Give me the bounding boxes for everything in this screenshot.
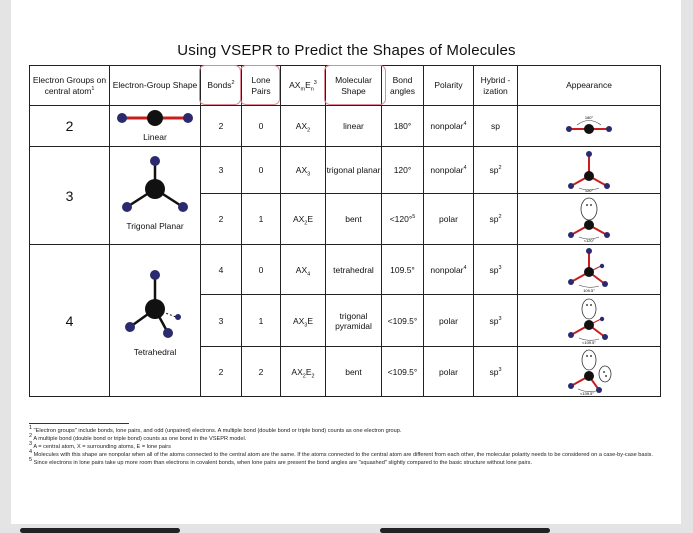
linear-appearance xyxy=(559,111,619,141)
angle-label: <109.5° xyxy=(580,390,594,396)
molecular-shape-cell: bent xyxy=(326,194,382,245)
trigonal-planar-geometry-drawing xyxy=(110,155,200,229)
appearance-cell xyxy=(518,106,661,147)
geometry-linear xyxy=(110,106,201,147)
angle-label: 120° xyxy=(584,187,594,193)
ax-formula-cell: $AX_3E$ xyxy=(281,295,326,347)
angle-label: <120° xyxy=(583,238,595,243)
lone-pairs-cell: 0 xyxy=(242,147,281,194)
lone-pairs-cell: 0 xyxy=(242,106,281,147)
bonds-cell: 2 xyxy=(201,194,242,245)
table-row xyxy=(30,106,661,147)
ax-formula-cell: $AX_2E_2$ xyxy=(281,347,326,397)
header-electron-groups: Electron Groups on central atom$^1$ xyxy=(30,66,110,106)
header-bonds: Bonds$^2$ xyxy=(201,66,242,106)
footnote-5: $^5$ Since electrons in lone pairs take up more room than electrons in covalent bonds, when lone pairs are present the bond angles are "squashed" slightly compared to the basic structure without lone pairs. xyxy=(29,457,532,466)
bent-tetrahedral-appearance xyxy=(559,348,619,396)
molecular-shape-cell: trigonal planar xyxy=(326,147,382,194)
hybridization-cell: $sp^3$ xyxy=(474,347,518,397)
trigonal-pyramidal-appearance xyxy=(559,297,619,345)
table-row xyxy=(30,245,661,295)
footnote-4: $^4$ Molecules with this shape are nonpolar when all of the atoms connected to the central atom are the same. If the atoms connected to the central atom are different from each other, the molecular polarity needs to be considered on a case-by-case basis. xyxy=(29,449,653,458)
footnote-rule xyxy=(29,423,129,424)
bonds-cell: 2 xyxy=(201,106,242,147)
footnote-1: $^1$ "Electron groups" include bonds, lone pairs, and odd (unpaired) electrons. A multiple bond (double bond or triple bond) counts as one electron group. xyxy=(29,425,402,434)
footnote-2: $^2$ A multiple bond (double bond or triple bond) counts as one bond in the VSEPR model. xyxy=(29,433,247,442)
bonds-cell: 3 xyxy=(201,147,242,194)
group-count: 2 xyxy=(30,106,110,147)
ax-formula-cell: $AX_3$ xyxy=(281,147,326,194)
header-polarity: Polarity xyxy=(424,66,474,106)
appearance-cell xyxy=(518,147,661,194)
page-title: Using VSEPR to Predict the Shapes of Molecules xyxy=(177,42,516,59)
polarity-cell: nonpolar$^4$ xyxy=(424,245,474,295)
trigonal-planar-appearance xyxy=(559,148,619,193)
scroll-indicator[interactable] xyxy=(20,528,180,533)
angle-label: <109.5° xyxy=(582,339,596,345)
bonds-cell: 3 xyxy=(201,295,242,347)
molecular-shape-cell: bent xyxy=(326,347,382,397)
electron-group-shape-label: Linear xyxy=(143,132,167,142)
header-electron-group-shape: Electron-Group Shape xyxy=(110,66,201,106)
polarity-cell: nonpolar$^4$ xyxy=(424,106,474,147)
bond-angle-cell: 120° xyxy=(382,147,424,194)
polarity-cell: polar xyxy=(424,347,474,397)
bonds-cell: 2 xyxy=(201,347,242,397)
bond-angle-cell: <109.5° xyxy=(382,295,424,347)
vsepr-table xyxy=(29,65,661,397)
footnote-3: $^3$ A = central atom, X = surrounding atoms, E = lone pairs xyxy=(29,441,171,450)
polarity-cell: polar xyxy=(424,194,474,245)
header-hybridization: Hybrid -ization xyxy=(474,66,518,106)
molecular-shape-cell: trigonal pyramidal xyxy=(326,295,382,347)
geometry-trigonal-planar xyxy=(110,147,201,245)
lone-pairs-cell: 1 xyxy=(242,194,281,245)
appearance-cell xyxy=(518,245,661,295)
bonds-cell: 4 xyxy=(201,245,242,295)
lone-pairs-cell: 2 xyxy=(242,347,281,397)
bond-angle-cell: <109.5° xyxy=(382,347,424,397)
polarity-cell: nonpolar$^4$ xyxy=(424,147,474,194)
hybridization-cell: $sp^3$ xyxy=(474,295,518,347)
electron-group-shape-label: Trigonal Planar xyxy=(126,221,184,231)
header-molecular-shape: Molecular Shape xyxy=(326,66,382,106)
bond-angle-cell: 109.5° xyxy=(382,245,424,295)
geometry-tetrahedral xyxy=(110,245,201,397)
header-lone-pairs: Lone Pairs xyxy=(242,66,281,106)
hybridization-cell: $sp^2$ xyxy=(474,194,518,245)
ax-formula-cell: $AX_4$ xyxy=(281,245,326,295)
molecular-shape-cell: tetrahedral xyxy=(326,245,382,295)
group-count: 3 xyxy=(30,147,110,245)
hybridization-cell: $sp^2$ xyxy=(474,147,518,194)
appearance-cell xyxy=(518,194,661,245)
tetrahedral-geometry-drawing xyxy=(110,263,200,353)
header-appearance: Appearance xyxy=(518,66,661,106)
ax-formula-cell: $AX_2$ xyxy=(281,106,326,147)
scroll-indicator[interactable] xyxy=(380,528,550,533)
header-ax-formula: $AX_mE_n^3$ xyxy=(281,66,326,106)
electron-group-shape-label: Tetrahedral xyxy=(133,347,177,357)
polarity-cell: polar xyxy=(424,295,474,347)
lone-pairs-cell: 1 xyxy=(242,295,281,347)
table-row xyxy=(30,147,661,194)
footnotes xyxy=(29,423,669,467)
tetrahedral-appearance xyxy=(559,246,619,294)
hybridization-cell: sp xyxy=(474,106,518,147)
bent-trigonal-appearance xyxy=(559,195,619,243)
header-bond-angles: Bond angles xyxy=(382,66,424,106)
bond-angle-cell: 180° xyxy=(382,106,424,147)
molecular-shape-cell: linear xyxy=(326,106,382,147)
group-count: 4 xyxy=(30,245,110,397)
hybridization-cell: $sp^3$ xyxy=(474,245,518,295)
appearance-cell xyxy=(518,347,661,397)
angle-label: 109.5° xyxy=(583,287,595,293)
bond-angle-cell: <120°$^5$ xyxy=(382,194,424,245)
ax-formula-cell: $AX_2E$ xyxy=(281,194,326,245)
bottom-bar xyxy=(0,524,693,533)
lone-pairs-cell: 0 xyxy=(242,245,281,295)
header-row xyxy=(30,66,661,106)
appearance-cell xyxy=(518,295,661,347)
angle-label: 180° xyxy=(584,115,594,120)
